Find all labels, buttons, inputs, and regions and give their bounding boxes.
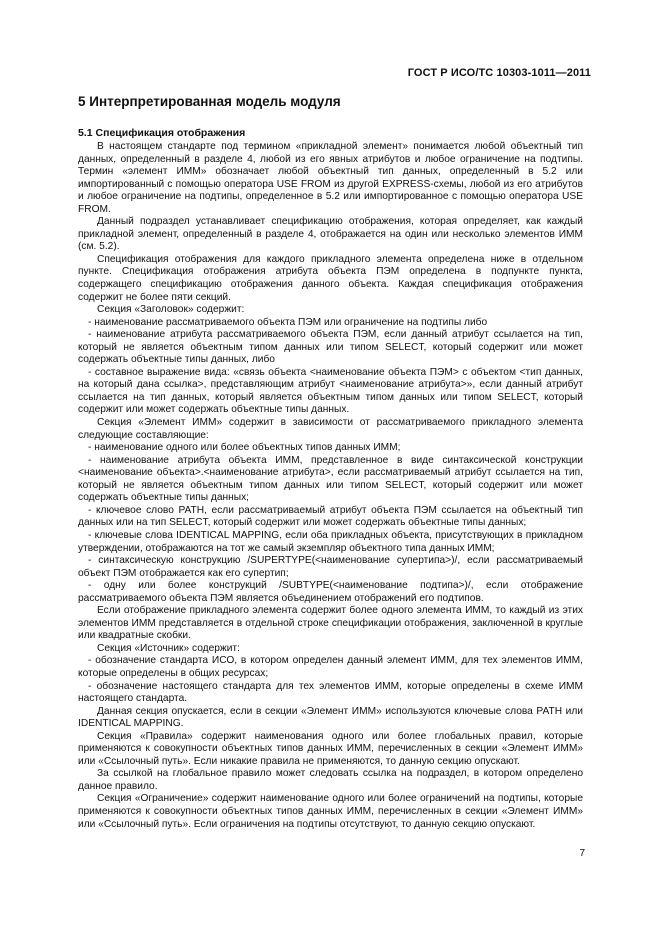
list-item: - наименование одного или более объектных типов данных ИММ; xyxy=(88,442,401,454)
list-item: - синтаксическую конструкцию /SUPERTYPE(<наименование супертипа>)/, если рассматриваемый объект ПЭМ отображается как его супертип; xyxy=(78,555,583,579)
list-item: - наименование атрибута рассматриваемого объекта ПЭМ, если данный атрибут ссылается на тип, который не является объектным типом данных или типом SELECT, который содержит или может содержать объектные типы данных, либо xyxy=(78,329,583,366)
list-item: - одну или более конструкций /SUBTYPE(<наименование подтипа>)/, если отображение рассматриваемого объекта ПЭМ является объединением отображений его подтипов. xyxy=(78,580,583,604)
list-item: - ключевое слово PATH, если рассматриваемый атрибут объекта ПЭМ ссылается на объектный тип данных или на тип SELECT, который содержит или может содержать объектные типы данных; xyxy=(78,504,583,529)
section-title: 5 Интерпретированная модель модуля xyxy=(78,94,341,109)
paragraph: Секция «Ограничение» содержит наименование одного или более ограничений на подтипы, которые применяются к совокупности объектных типов данных ИММ, перечисленных в секции «Элемент ИММ» или «Ссылочный путь». Если ограничения на подтипы отсутствуют, то данную секцию опускают. xyxy=(78,793,583,830)
paragraph: Секция «Источник» содержит: xyxy=(97,642,240,654)
paragraph: Секция «Заголовок» содержит: xyxy=(97,304,245,316)
list-item: - наименование рассматриваемого объекта ПЭМ или ограничение на подтипы либо xyxy=(88,316,488,328)
paragraph: Если отображение прикладного элемента содержит более одного элемента ИММ, то каждый из этих элементов ИММ представляется в отдельной строке спецификации отображения, заключенной в круглые или квадратные скобки. xyxy=(78,605,583,642)
list-item: - ключевые слова IDENTICAL MAPPING, если оба прикладных объекта, присутствующих в прикладном утверждении, отображаются на тот же самый экземпляр объектного типа данных ИММ; xyxy=(78,529,583,554)
list-item: - обозначение стандарта ИСО, в котором определен данный элемент ИММ, для тех элементов ИММ, которые определены в общих ресурсах; xyxy=(78,655,583,679)
paragraph: Данный подраздел устанавливает спецификацию отображения, которая определяет, как каждый прикладной элемент, определенный в разделе 4, отображается на один или несколько элементов ИММ (см. 5.2). xyxy=(78,216,583,253)
paragraph: Спецификация отображения для каждого прикладного элемента определена ниже в отдельном пункте. Спецификация отображения атрибута объекта ПЭМ определена в подпункте пункта, содержащего спецификацию отображения данного объекта. Каждая спецификация отображения содержит не более пяти секций. xyxy=(78,253,583,303)
paragraph: Данная секция опускается, если в секции «Элемент ИММ» используются ключевые слова PATH или IDENTICAL MAPPING. xyxy=(78,705,583,730)
page-number: 7 xyxy=(579,848,585,859)
paragraph: Секция «Элемент ИММ» содержит в зависимости от рассматриваемого прикладного элемента следующие составляющие: xyxy=(78,417,583,441)
list-item: - наименование атрибута объекта ИММ, представленное в виде синтаксической конструкции <наименование объекта>.<наименование атрибута>, если рассматриваемый атрибут ссылается на тип, который не является объектным типом данных или типом SELECT, который содержит или может содержать объектные типы данных; xyxy=(78,454,583,504)
subsection-title: 5.1 Спецификация отображения xyxy=(78,127,246,139)
paragraph: В настоящем стандарте под термином «прикладной элемент» понимается любой объектный тип данных, определенный в разделе 4, любой из его явных атрибутов и любое ограничение на подтипы. Термин «элемент ИММ» обозначает любой объектный тип данных, определенный в 5.2 или импортированный с помощью оператора USE FROM из другой EXPRESS-схемы, любой из его атрибутов и любое ограничение на подтипы, определенное в 5.2 или импортированное с помощью оператора USE FROM. xyxy=(78,141,583,215)
body-text xyxy=(78,141,583,831)
list-item: - составное выражение вида: «связь объекта <наименование объекта ПЭМ> с объектом <тип данных, на который дана ссылка>, представляющим атрибут <наименование атрибута>», если данный атрибут ссылается на тип данных, который является объектным типом данных или типом SELECT, который содержит или может содержать объектные типы данных. xyxy=(78,366,583,416)
paragraph: Секция «Правила» содержит наименования одного или более глобальных правил, которые применяются к совокупности объектных типов данных ИММ, перечисленных в секции «Элемент ИММ» или «Ссылочный путь». Если никакие правила не применяются, то данную секцию опускают. xyxy=(78,730,583,767)
paragraph: За ссылкой на глобальное правило может следовать ссылка на подраздел, в котором определено данное правило. xyxy=(78,768,583,792)
list-item: - обозначение настоящего стандарта для тех элементов ИММ, которые определены в схеме ИММ настоящего стандарта. xyxy=(78,680,583,705)
standard-header: ГОСТ Р ИСО/ТС 10303-1011—2011 xyxy=(407,67,591,79)
